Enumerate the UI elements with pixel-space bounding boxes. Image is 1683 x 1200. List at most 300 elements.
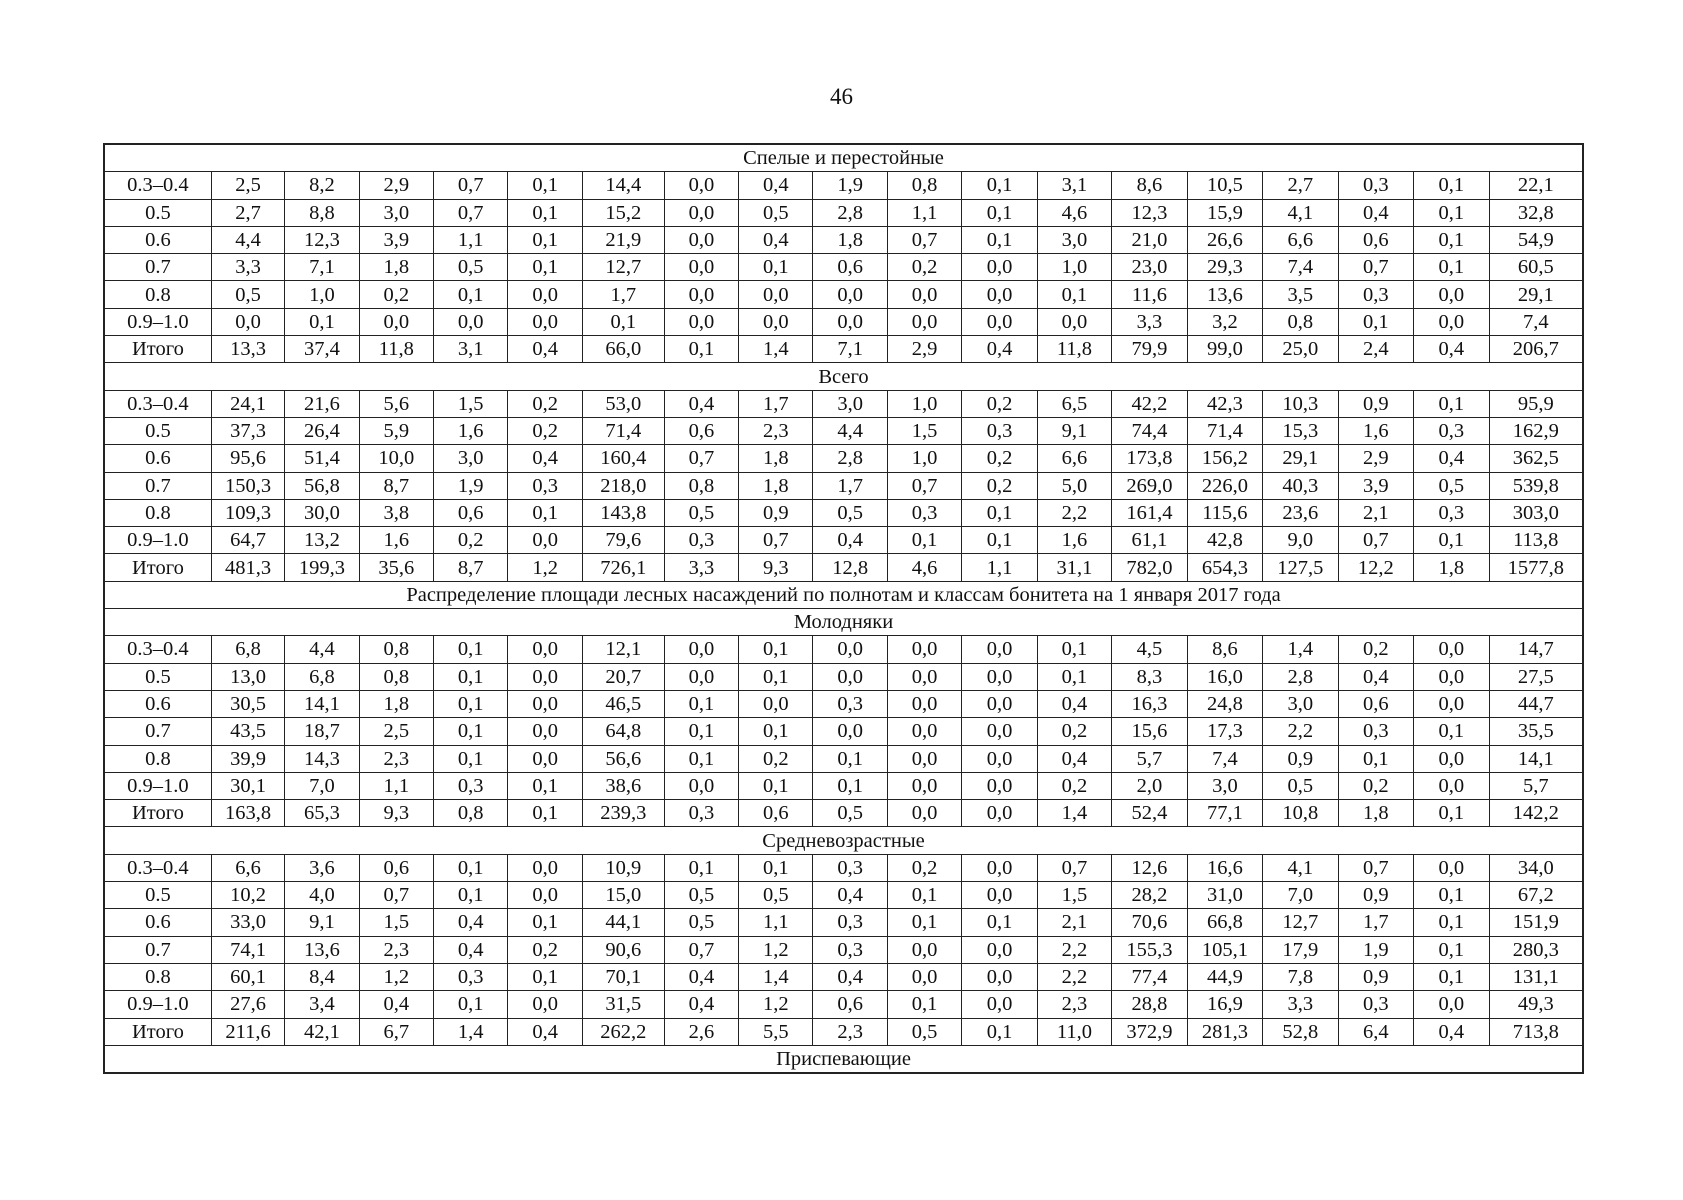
table-cell: 0,1	[887, 527, 961, 554]
table-cell: 8,3	[1112, 663, 1187, 690]
table-cell: 0,0	[664, 281, 738, 308]
table-row	[104, 308, 1583, 335]
table-cell: 281,3	[1187, 1018, 1262, 1045]
table-cell: 0,1	[1414, 390, 1489, 417]
section-header-row	[104, 144, 1583, 172]
table-cell: 0,0	[508, 882, 582, 909]
table-cell: 713,8	[1489, 1018, 1583, 1045]
table-cell: 79,6	[582, 527, 664, 554]
table-cell: 2,3	[739, 417, 813, 444]
table-cell: 0,0	[739, 690, 813, 717]
table-cell: 12,7	[1263, 909, 1338, 936]
table-cell: 40,3	[1263, 472, 1338, 499]
table-cell: 2,7	[1263, 172, 1338, 199]
table-cell: 0,0	[508, 690, 582, 717]
row-label: 0.8	[104, 963, 211, 990]
table-row	[104, 336, 1583, 363]
table-cell: 6,6	[1037, 445, 1111, 472]
table-cell: 5,9	[359, 417, 433, 444]
section-title: Средневозрастные	[104, 827, 1583, 854]
table-cell: 0,2	[887, 854, 961, 881]
table-cell: 0,4	[434, 909, 508, 936]
table-cell: 15,9	[1187, 199, 1262, 226]
table-cell: 0,1	[1338, 745, 1413, 772]
table-cell: 38,6	[582, 772, 664, 799]
table-cell: 0,0	[664, 226, 738, 253]
row-label: 0.3–0.4	[104, 854, 211, 881]
table-cell: 226,0	[1187, 472, 1262, 499]
table-cell: 0,9	[1338, 882, 1413, 909]
table-cell: 0,1	[508, 254, 582, 281]
table-cell: 539,8	[1489, 472, 1583, 499]
table-cell: 3,0	[813, 390, 887, 417]
table-cell: 0,3	[813, 909, 887, 936]
row-label: 0.3–0.4	[104, 172, 211, 199]
table-cell: 0,1	[1414, 199, 1489, 226]
table-cell: 0,5	[887, 1018, 961, 1045]
table-cell: 0,4	[508, 445, 582, 472]
table-cell: 4,4	[211, 226, 284, 253]
table-cell: 0,1	[508, 963, 582, 990]
table-cell: 0,0	[887, 690, 961, 717]
table-cell: 43,5	[211, 718, 284, 745]
table-cell: 8,2	[285, 172, 359, 199]
table-cell: 0,0	[1414, 854, 1489, 881]
table-cell: 16,3	[1112, 690, 1187, 717]
table-cell: 77,4	[1112, 963, 1187, 990]
table-row	[104, 909, 1583, 936]
table-cell: 1,9	[434, 472, 508, 499]
table-cell: 0,1	[813, 772, 887, 799]
table-cell: 0,1	[887, 909, 961, 936]
table-cell: 7,0	[1263, 882, 1338, 909]
table-cell: 16,9	[1187, 991, 1262, 1018]
table-cell: 0,4	[508, 1018, 582, 1045]
table-cell: 2,5	[211, 172, 284, 199]
table-cell: 726,1	[582, 554, 664, 581]
table-cell: 0,1	[1414, 254, 1489, 281]
table-cell: 0,2	[508, 390, 582, 417]
table-cell: 0,5	[739, 882, 813, 909]
table-cell: 0,0	[664, 663, 738, 690]
table-cell: 163,8	[211, 800, 284, 827]
table-cell: 0,5	[739, 199, 813, 226]
row-label: 0.6	[104, 909, 211, 936]
table-cell: 0,6	[739, 800, 813, 827]
table-cell: 0,1	[962, 499, 1037, 526]
table-cell: 10,3	[1263, 390, 1338, 417]
row-label: 0.5	[104, 417, 211, 444]
table-row	[104, 417, 1583, 444]
table-cell: 0,5	[813, 499, 887, 526]
table-cell: 0,0	[1414, 991, 1489, 1018]
table-cell: 23,6	[1263, 499, 1338, 526]
table-cell: 64,8	[582, 718, 664, 745]
table-cell: 1,8	[359, 254, 433, 281]
table-cell: 0,3	[1338, 172, 1413, 199]
table-row	[104, 772, 1583, 799]
table-cell: 0,4	[813, 963, 887, 990]
table-cell: 0,7	[664, 445, 738, 472]
table-cell: 1577,8	[1489, 554, 1583, 581]
table-cell: 12,8	[813, 554, 887, 581]
table-cell: 35,5	[1489, 718, 1583, 745]
table-cell: 0,8	[359, 636, 433, 663]
table-cell: 3,8	[359, 499, 433, 526]
table-row	[104, 281, 1583, 308]
table-cell: 14,7	[1489, 636, 1583, 663]
table-cell: 0,1	[1414, 909, 1489, 936]
table-cell: 30,0	[285, 499, 359, 526]
table-cell: 0,5	[1414, 472, 1489, 499]
table-cell: 2,2	[1037, 499, 1111, 526]
table-cell: 1,0	[1037, 254, 1111, 281]
table-cell: 0,5	[813, 800, 887, 827]
table-cell: 9,1	[285, 909, 359, 936]
table-cell: 0,5	[434, 254, 508, 281]
table-cell: 0,1	[739, 772, 813, 799]
table-cell: 0,1	[962, 226, 1037, 253]
table-cell: 60,1	[211, 963, 284, 990]
table-cell: 42,1	[285, 1018, 359, 1045]
section-header-row	[104, 827, 1583, 854]
table-cell: 105,1	[1187, 936, 1262, 963]
table-cell: 1,7	[739, 390, 813, 417]
table-cell: 1,8	[739, 445, 813, 472]
table-cell: 0,4	[813, 882, 887, 909]
table-row	[104, 1018, 1583, 1045]
table-cell: 4,1	[1263, 199, 1338, 226]
table-cell: 44,7	[1489, 690, 1583, 717]
table-cell: 654,3	[1187, 554, 1262, 581]
table-cell: 0,2	[1037, 772, 1111, 799]
table-cell: 3,3	[211, 254, 284, 281]
table-cell: 0,1	[962, 909, 1037, 936]
table-cell: 21,9	[582, 226, 664, 253]
table-cell: 0,1	[434, 854, 508, 881]
table-cell: 8,6	[1187, 636, 1262, 663]
table-cell: 1,2	[739, 936, 813, 963]
table-cell: 51,4	[285, 445, 359, 472]
table-cell: 0,1	[1414, 800, 1489, 827]
table-cell: 39,9	[211, 745, 284, 772]
table-cell: 0,1	[962, 527, 1037, 554]
table-cell: 0,1	[434, 281, 508, 308]
table-cell: 0,7	[1338, 254, 1413, 281]
table-cell: 0,5	[211, 281, 284, 308]
table-cell: 0,0	[1414, 308, 1489, 335]
table-cell: 46,5	[582, 690, 664, 717]
table-cell: 0,0	[1414, 772, 1489, 799]
table-cell: 74,4	[1112, 417, 1187, 444]
table-cell: 0,8	[887, 172, 961, 199]
table-cell: 0,2	[434, 527, 508, 554]
row-label: 0.7	[104, 936, 211, 963]
section-title: Приспевающие	[104, 1045, 1583, 1073]
table-cell: 32,8	[1489, 199, 1583, 226]
table-cell: 29,1	[1263, 445, 1338, 472]
table-cell: 9,3	[359, 800, 433, 827]
table-cell: 0,1	[1414, 226, 1489, 253]
table-cell: 12,7	[582, 254, 664, 281]
table-cell: 372,9	[1112, 1018, 1187, 1045]
page-number: 46	[830, 84, 853, 109]
table-cell: 4,5	[1112, 636, 1187, 663]
row-label: 0.7	[104, 472, 211, 499]
table-cell: 52,4	[1112, 800, 1187, 827]
table-cell: 52,8	[1263, 1018, 1338, 1045]
table-cell: 2,2	[1037, 963, 1111, 990]
table-row	[104, 554, 1583, 581]
table-cell: 0,9	[1338, 390, 1413, 417]
table-cell: 0,0	[508, 745, 582, 772]
table-cell: 30,5	[211, 690, 284, 717]
table-cell: 0,1	[887, 882, 961, 909]
table-cell: 0,5	[664, 882, 738, 909]
table-cell: 0,0	[1037, 308, 1111, 335]
table-cell: 18,7	[285, 718, 359, 745]
table-row	[104, 882, 1583, 909]
table-cell: 0,0	[1414, 281, 1489, 308]
table-cell: 0,1	[434, 991, 508, 1018]
table-cell: 27,6	[211, 991, 284, 1018]
table-cell: 44,9	[1187, 963, 1262, 990]
table-cell: 0,0	[1414, 663, 1489, 690]
table-cell: 90,6	[582, 936, 664, 963]
table-cell: 70,6	[1112, 909, 1187, 936]
table-cell: 1,5	[359, 909, 433, 936]
table-cell: 362,5	[1489, 445, 1583, 472]
table-cell: 4,6	[887, 554, 961, 581]
table-cell: 2,0	[1112, 772, 1187, 799]
table-row	[104, 199, 1583, 226]
table-cell: 13,6	[285, 936, 359, 963]
table-cell: 0,0	[664, 772, 738, 799]
table-cell: 70,1	[582, 963, 664, 990]
table-cell: 17,9	[1263, 936, 1338, 963]
table-cell: 481,3	[211, 554, 284, 581]
table-cell: 0,1	[434, 745, 508, 772]
table-row	[104, 663, 1583, 690]
table-cell: 1,8	[1338, 800, 1413, 827]
table-cell: 1,2	[508, 554, 582, 581]
table-cell: 0,1	[1414, 882, 1489, 909]
table-cell: 0,1	[1338, 308, 1413, 335]
table-cell: 156,2	[1187, 445, 1262, 472]
table-cell: 0,2	[359, 281, 433, 308]
table-cell: 28,2	[1112, 882, 1187, 909]
table-cell: 0,0	[434, 308, 508, 335]
table-cell: 37,3	[211, 417, 284, 444]
table-cell: 1,8	[359, 690, 433, 717]
table-cell: 0,8	[664, 472, 738, 499]
table-cell: 0,1	[1414, 718, 1489, 745]
table-cell: 0,7	[434, 199, 508, 226]
table-cell: 0,1	[434, 690, 508, 717]
table-row	[104, 800, 1583, 827]
table-cell: 0,0	[508, 854, 582, 881]
table-cell: 7,4	[1187, 745, 1262, 772]
table-cell: 0,0	[813, 663, 887, 690]
table-cell: 13,2	[285, 527, 359, 554]
table-cell: 77,1	[1187, 800, 1262, 827]
table-cell: 0,2	[508, 417, 582, 444]
table-cell: 269,0	[1112, 472, 1187, 499]
table-cell: 1,1	[434, 226, 508, 253]
table-cell: 1,1	[887, 199, 961, 226]
table-cell: 0,2	[1037, 718, 1111, 745]
table-cell: 0,7	[359, 882, 433, 909]
table-cell: 0,3	[887, 499, 961, 526]
table-cell: 2,5	[359, 718, 433, 745]
table-cell: 0,2	[1338, 772, 1413, 799]
table-cell: 7,1	[813, 336, 887, 363]
table-cell: 0,7	[1338, 527, 1413, 554]
table-cell: 16,0	[1187, 663, 1262, 690]
row-label: 0.5	[104, 882, 211, 909]
table-cell: 1,0	[887, 445, 961, 472]
table-cell: 0,0	[962, 308, 1037, 335]
table-cell: 0,2	[739, 745, 813, 772]
table-cell: 61,1	[1112, 527, 1187, 554]
table-cell: 0,0	[813, 308, 887, 335]
table-row	[104, 963, 1583, 990]
table-cell: 12,1	[582, 636, 664, 663]
table-cell: 20,7	[582, 663, 664, 690]
table-cell: 0,4	[434, 936, 508, 963]
table-cell: 0,7	[1037, 854, 1111, 881]
table-cell: 0,7	[434, 172, 508, 199]
row-label: 0.3–0.4	[104, 636, 211, 663]
table-cell: 53,0	[582, 390, 664, 417]
table-cell: 95,9	[1489, 390, 1583, 417]
table-row	[104, 226, 1583, 253]
table-row	[104, 527, 1583, 554]
table-cell: 206,7	[1489, 336, 1583, 363]
table-cell: 782,0	[1112, 554, 1187, 581]
table-cell: 2,7	[211, 199, 284, 226]
table-cell: 0,0	[1414, 636, 1489, 663]
table-cell: 0,4	[739, 172, 813, 199]
table-cell: 0,1	[508, 800, 582, 827]
row-label: 0.6	[104, 690, 211, 717]
table-cell: 1,2	[739, 991, 813, 1018]
table-cell: 1,5	[887, 417, 961, 444]
section-header-row	[104, 581, 1583, 608]
table-cell: 27,5	[1489, 663, 1583, 690]
table-cell: 2,9	[887, 336, 961, 363]
table-cell: 4,1	[1263, 854, 1338, 881]
table-cell: 1,2	[359, 963, 433, 990]
table-cell: 42,8	[1187, 527, 1262, 554]
table-cell: 0,0	[508, 308, 582, 335]
row-label: 0.3–0.4	[104, 390, 211, 417]
table-cell: 0,4	[1037, 745, 1111, 772]
table-cell: 0,1	[1414, 172, 1489, 199]
table-cell: 31,0	[1187, 882, 1262, 909]
table-cell: 10,5	[1187, 172, 1262, 199]
table-cell: 3,6	[285, 854, 359, 881]
table-cell: 0,0	[962, 254, 1037, 281]
table-cell: 65,3	[285, 800, 359, 827]
table-row	[104, 390, 1583, 417]
table-cell: 3,9	[1338, 472, 1413, 499]
table-cell: 44,1	[582, 909, 664, 936]
table-cell: 11,8	[359, 336, 433, 363]
table-cell: 10,8	[1263, 800, 1338, 827]
table-cell: 0,0	[962, 800, 1037, 827]
table-cell: 211,6	[211, 1018, 284, 1045]
table-cell: 6,6	[1263, 226, 1338, 253]
table-cell: 71,4	[1187, 417, 1262, 444]
table-cell: 0,3	[813, 690, 887, 717]
table-cell: 0,9	[1263, 745, 1338, 772]
table-cell: 0,1	[582, 308, 664, 335]
table-cell: 2,3	[359, 936, 433, 963]
table-cell: 7,0	[285, 772, 359, 799]
table-cell: 60,5	[1489, 254, 1583, 281]
row-label: 0.9–1.0	[104, 308, 211, 335]
table-cell: 151,9	[1489, 909, 1583, 936]
table-cell: 24,8	[1187, 690, 1262, 717]
table-cell: 0,8	[1263, 308, 1338, 335]
table-cell: 0,2	[1338, 636, 1413, 663]
table-cell: 0,4	[1037, 690, 1111, 717]
table-cell: 155,3	[1112, 936, 1187, 963]
table-cell: 0,4	[664, 390, 738, 417]
table-row	[104, 718, 1583, 745]
table-row	[104, 472, 1583, 499]
table-cell: 5,7	[1489, 772, 1583, 799]
table-cell: 0,1	[1037, 636, 1111, 663]
table-cell: 143,8	[582, 499, 664, 526]
table-cell: 28,8	[1112, 991, 1187, 1018]
table-cell: 1,1	[739, 909, 813, 936]
table-cell: 173,8	[1112, 445, 1187, 472]
table-cell: 0,1	[962, 1018, 1037, 1045]
table-cell: 1,4	[739, 336, 813, 363]
table-cell: 3,0	[1187, 772, 1262, 799]
table-cell: 15,2	[582, 199, 664, 226]
table-cell: 26,4	[285, 417, 359, 444]
row-label: 0.8	[104, 281, 211, 308]
table-cell: 7,1	[285, 254, 359, 281]
table-cell: 15,6	[1112, 718, 1187, 745]
table-cell: 0,1	[1037, 281, 1111, 308]
row-label: Итого	[104, 800, 211, 827]
table-cell: 0,4	[1414, 1018, 1489, 1045]
table-cell: 4,4	[813, 417, 887, 444]
table-cell: 0,9	[1338, 963, 1413, 990]
table-cell: 0,2	[887, 254, 961, 281]
table-cell: 1,8	[739, 472, 813, 499]
table-cell: 0,1	[1414, 936, 1489, 963]
table-cell: 0,0	[887, 718, 961, 745]
table-cell: 0,1	[508, 226, 582, 253]
table-cell: 0,0	[962, 882, 1037, 909]
table-cell: 34,0	[1489, 854, 1583, 881]
table-cell: 0,1	[508, 199, 582, 226]
table-cell: 0,3	[508, 472, 582, 499]
table-cell: 9,3	[739, 554, 813, 581]
table-cell: 0,7	[887, 226, 961, 253]
table-cell: 0,1	[434, 718, 508, 745]
table-cell: 0,0	[508, 527, 582, 554]
table-cell: 13,0	[211, 663, 284, 690]
table-cell: 0,0	[813, 281, 887, 308]
table-cell: 2,9	[1338, 445, 1413, 472]
table-cell: 0,6	[1338, 226, 1413, 253]
